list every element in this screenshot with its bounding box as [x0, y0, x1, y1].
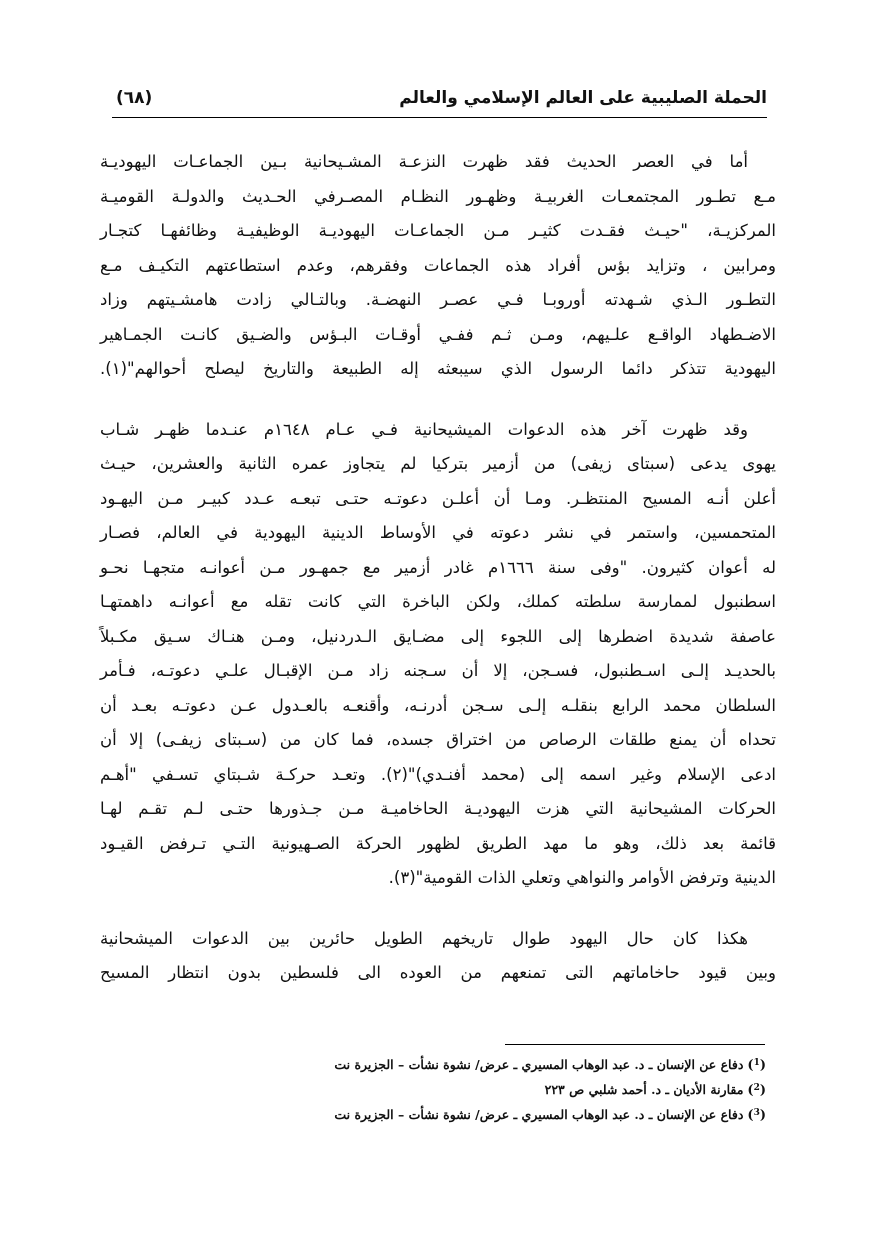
text-line: تحداه أن يمنع طلقات الرصاص من اختراق جسده، فما كان من (سـبتاى زيفـى) إلا أن [100, 730, 776, 749]
text-line: اسطنبول لممارسة سلطته كملك، ولكن الباخرة التي كانت تقله مع أعوانـه داهمتهـا [100, 592, 776, 611]
text-line: وبين قيود حاخاماتهم التى تمنعهم من العوده الى فلسطين بدون انتظار المسيح [100, 963, 776, 982]
footnote-marker: ($^2$) [747, 1083, 766, 1098]
text-line: الحركات المشيحانية التي هزت اليهوديـة الحاخاميـة مـن جـذورها حتـى لـم تقـم لهـا [100, 799, 776, 818]
footnote-text: دفاع عن الإنسان ـ د. عبد الوهاب المسيري ـ عرض/ نشوة نشأت – الجزيرة نت [334, 1057, 744, 1072]
footnote-marker: ($^3$) [747, 1108, 766, 1123]
text-line: ومرابين ، وتزايد بؤس أفراد هذه الجماعات وفقرهم، وعدم استطاعتهم التكيـف مـع [100, 255, 776, 275]
footnote-1 [215, 1052, 766, 1077]
text-line: أما في العصر الحديث فقد ظهرت النزعـة المشـيحانية بـين الجماعـات اليهوديـة [100, 152, 748, 171]
footnote-2 [215, 1077, 766, 1102]
running-title: الحملة الصليبية على العالم الإسلامي والعالم [399, 88, 767, 108]
text-line: له أعوان كثيرون. "وفى سنة ١٦٦٦م غادر أزمير مع جمهـور مـن أعوانـه متجهـا نحـو [100, 557, 776, 577]
text-line: عاصفة شديدة اضطرها إلى اللجوء إلى مضـايق الـدردنيل، ومـن هنـاك سـيق مكـبلاً [100, 626, 776, 646]
footnote-3 [215, 1102, 766, 1127]
text-line: التطـور الـذي شـهدته أوروبـا فـي عصـر النهضـة. وبالتـالي زادت هامشـيتهم وزاد [100, 290, 776, 309]
text-line: المتحمسين، واستمر في نشر دعوته في الأوساط الدينية اليهودية في العالم، فصـار [100, 523, 776, 542]
paragraph-1 [100, 145, 776, 387]
text-line: اليهودية تتذكر دائما الرسول الذي سيبعثه إله الطبيعة والتاريخ ليصلح أحوالهم"(١). [100, 359, 776, 378]
footnote-marker: ($^1$) [747, 1058, 766, 1073]
text-line: بالحديـد إلـى اسـطنبول، فسـجن، إلا أن سـجنه زاد مـن الإقبـال علـي دعوتـه، فـأمر [100, 661, 776, 680]
text-line: الدينية وترفض الأوامر والنواهي وتعلي الذات القومية"(٣). [388, 868, 776, 887]
paragraph-3 [100, 922, 776, 991]
text-line: وقد ظهرت آخر هذه الدعوات الميشيحانية فـي عـام ١٦٤٨م عنـدما ظهـر شـاب [100, 419, 749, 439]
page-header [112, 86, 767, 118]
text-line: قائمة بعد ذلك، وهو ما مهد الطريق لظهور الحركة الصـهيونية التـي تـرفض القيـود [100, 833, 776, 853]
text-line: ادعى الإسلام وغير اسمه إلى (محمد أفنـدي)"(٢). وتعـد حركـة شـبتاي تسـفي "أهـم [100, 764, 776, 784]
body-text [100, 145, 776, 1017]
page-number: (٦٨) [116, 88, 153, 108]
text-line: المركزيـة، "حيـث فقـدت كثيـر مـن الجماعـات اليهوديـة الوظيفيـة وظائفهـا كتجـار [100, 221, 776, 240]
text-line: يهوى يدعى (سبتاى زيفى) من أزمير بتركيا لم يتجاوز عمره الثانية والعشرين، حيـث [100, 454, 776, 473]
text-line: أعلن أنـه المسيح المنتظـر. ومـا أن أعلـن دعوتـه حتـى تبعـه عـدد كبيـر مـن اليهـود [100, 488, 776, 508]
text-line: الاضـطهاد الواقـع علـيهم، ومـن ثـم ففـي أوقـات البـؤس والضـيق كانـت الجمـاهير [100, 324, 776, 344]
footnote-text: مقارنة الأديان ـ د. أحمد شلبي ص ٢٢٣ [544, 1082, 744, 1097]
footnotes [215, 1052, 766, 1127]
text-line: السلطان محمد الرابع بنقلـه إلـى سـجن أدرنـه، وأقنعـه بالعـدول عـن دعوتـه بعـد أن [100, 695, 776, 715]
footnote-separator [505, 1044, 765, 1045]
text-line: مـع تطـور المجتمعـات الغربيـة وظهـور النظـام المصـرفي الحـديث والدولـة القوميـة [100, 186, 776, 206]
text-line: هكذا كان حال اليهود طوال تاريخهم الطويل حائرين بين الدعوات الميشحانية [100, 928, 748, 948]
footnote-text: دفاع عن الإنسان ـ د. عبد الوهاب المسيري ـ عرض/ نشوة نشأت – الجزيرة نت [334, 1107, 744, 1122]
paragraph-2 [100, 413, 776, 896]
